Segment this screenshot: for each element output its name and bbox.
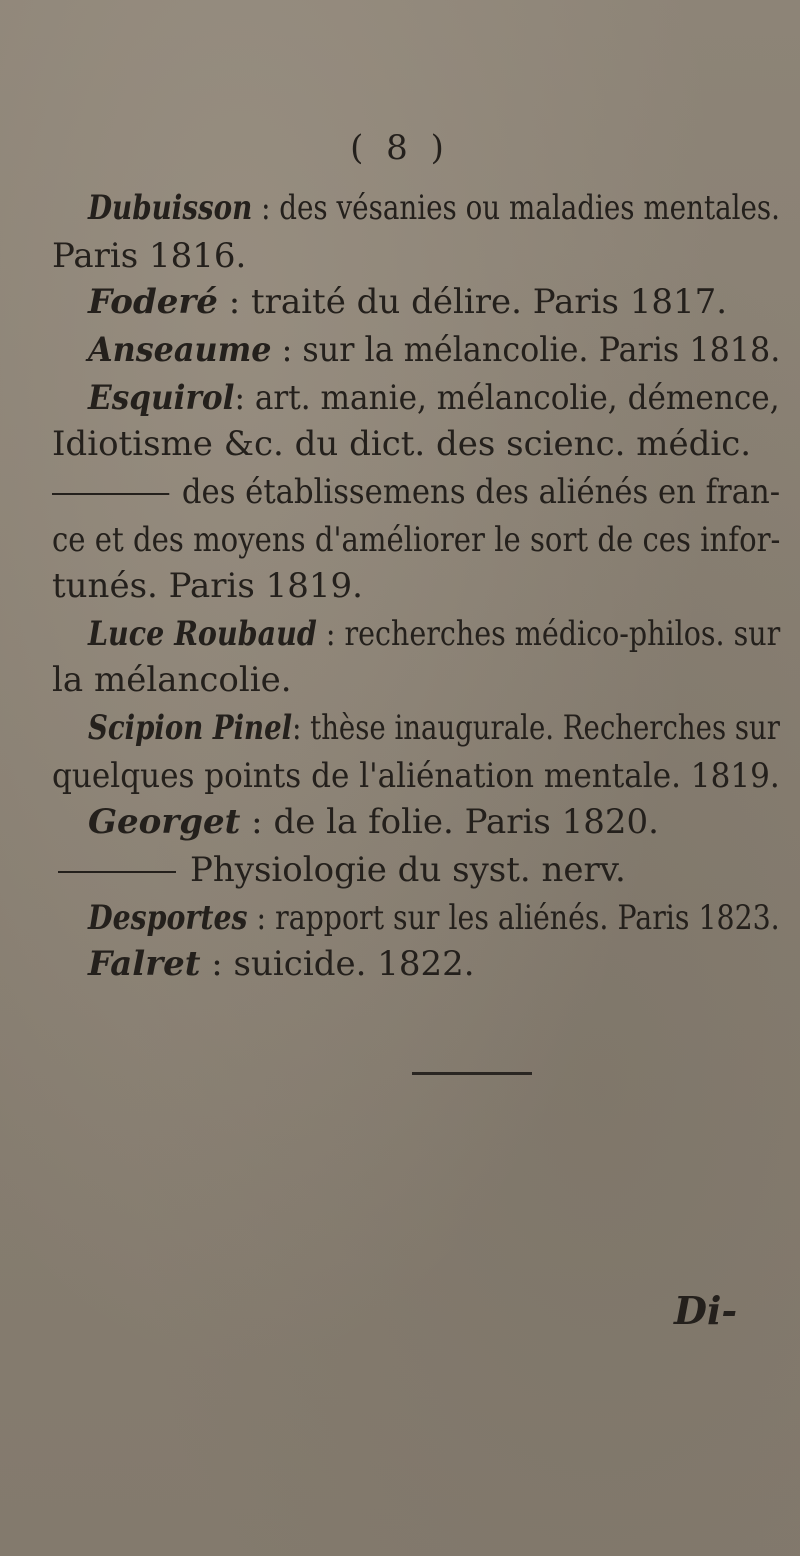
author-name: Esquirol bbox=[88, 378, 235, 418]
entry-continuation bbox=[52, 566, 363, 606]
entry-fodere bbox=[88, 282, 727, 322]
entry-georget-ditto bbox=[58, 850, 626, 890]
entry-continuation bbox=[52, 756, 780, 796]
ditto-dash bbox=[52, 493, 169, 495]
entry-esquirol-ditto bbox=[52, 472, 780, 512]
entry-continuation bbox=[52, 236, 246, 276]
section-rule bbox=[412, 1072, 532, 1075]
entry-scipion-pinel bbox=[88, 708, 780, 748]
ditto-dash bbox=[58, 871, 176, 873]
entry-text: quelques points de l'aliénation mentale. 1819. bbox=[52, 756, 780, 796]
entry-esquirol bbox=[88, 378, 780, 418]
entry-text: Paris 1816. bbox=[52, 236, 247, 276]
author-name: Foderé bbox=[88, 282, 218, 322]
entry-text: : de la folie. Paris 1820. bbox=[240, 802, 659, 842]
entry-text: : art. manie, mélancolie, démence, bbox=[234, 378, 780, 418]
author-name: Anseaume bbox=[88, 330, 272, 370]
entry-text: tunés. Paris 1819. bbox=[52, 566, 363, 606]
entry-text: : suicide. 1822. bbox=[200, 944, 475, 984]
entry-text: : traité du délire. Paris 1817. bbox=[217, 282, 728, 322]
entry-luce-roubaud bbox=[88, 614, 780, 654]
author-name: Falret bbox=[88, 944, 201, 984]
entry-text: la mélancolie. bbox=[52, 660, 292, 700]
entry-text: : sur la mélancolie. Paris 1818. bbox=[271, 330, 781, 370]
entry-text: : recherches médico-philos. sur bbox=[316, 614, 781, 654]
entry-continuation bbox=[52, 520, 780, 560]
entry-anseaume bbox=[88, 330, 780, 370]
author-name: Scipion Pinel bbox=[88, 708, 293, 748]
author-name: Dubuisson bbox=[88, 188, 253, 228]
entry-dubuisson bbox=[88, 188, 780, 228]
entry-georget bbox=[88, 802, 659, 842]
entry-text: Physiologie du syst. nerv. bbox=[190, 850, 626, 890]
author-name: Luce Roubaud bbox=[88, 614, 317, 654]
entry-text: : rapport sur les aliénés. Paris 1823. bbox=[247, 898, 780, 938]
entry-continuation bbox=[52, 424, 751, 464]
entry-text: des établissemens des aliénés en fran- bbox=[181, 472, 781, 512]
page-number: ( 8 ) bbox=[350, 128, 450, 168]
entry-text: Idiotisme &c. du dict. des scienc. médic. bbox=[52, 424, 752, 464]
entry-text: : thèse inaugurale. Recherches sur bbox=[292, 708, 780, 748]
entry-falret bbox=[88, 944, 475, 984]
entry-text: ce et des moyens d'améliorer le sort de ces infor- bbox=[52, 520, 781, 560]
entry-text: : des vésanies ou maladies mentales. bbox=[252, 188, 780, 228]
author-name: Georget bbox=[88, 802, 241, 842]
entry-desportes bbox=[88, 898, 780, 938]
author-name: Desportes bbox=[88, 898, 248, 938]
catchword: Di- bbox=[674, 1288, 738, 1333]
entry-continuation bbox=[52, 660, 292, 700]
